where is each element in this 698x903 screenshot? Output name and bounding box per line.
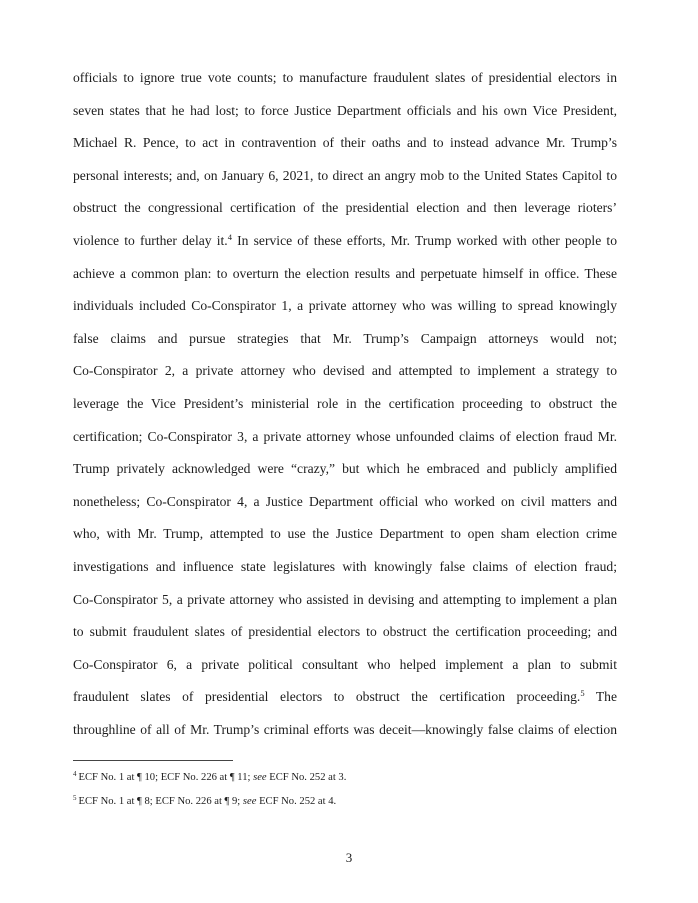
text-line: Co-Conspirator 2, a private attorney who devised and attempted to implement a strategy to bbox=[73, 363, 617, 379]
text-line: false claims and pursue strategies that Mr. Trump’s Campaign attorneys would not; bbox=[73, 330, 617, 346]
text-line: individuals included Co-Conspirator 1, a private attorney who was willing to spread knowingly bbox=[73, 298, 617, 314]
text-line: officials to ignore true vote counts; to manufacture fraudulent slates of presidential electors in bbox=[73, 70, 617, 85]
footnote bbox=[73, 790, 617, 814]
text-line: to submit fraudulent slates of presidential electors to obstruct the certification proceeding; and bbox=[73, 624, 617, 640]
text-line: Trump privately acknowledged were “crazy,” but which he embraced and publicly amplified bbox=[73, 461, 617, 477]
text-line: Co-Conspirator 6, a private political consultant who helped implement a plan to submit bbox=[73, 656, 617, 672]
text-line bbox=[73, 225, 617, 258]
footnote-ref[interactable]: 4 bbox=[227, 231, 232, 242]
text-line: certification; Co-Conspirator 3, a private attorney whose unfounded claims of election fraud Mr. bbox=[73, 428, 617, 444]
text-line bbox=[73, 681, 617, 714]
footnote bbox=[73, 766, 617, 790]
footnote-number: 4 bbox=[73, 770, 77, 778]
text-line: personal interests; and, on January 6, 2021, to direct an angry mob to the United States Capitol to bbox=[73, 167, 617, 183]
footnote-text: ECF No. 252 at 3. bbox=[266, 772, 347, 783]
footnote-text: ECF No. 252 at 4. bbox=[256, 796, 337, 807]
text-line: leverage the Vice President’s ministerial role in the certification proceeding to obstruct the bbox=[73, 395, 617, 411]
text-segment: In service of these efforts, Mr. Trump worked with other people to bbox=[237, 232, 617, 248]
page-number: 3 bbox=[345, 850, 353, 865]
citation-signal: see bbox=[253, 772, 267, 783]
footnote-text: ECF No. 1 at ¶ 8; ECF No. 226 at ¶ 9; bbox=[78, 796, 243, 807]
footnote-text: ECF No. 1 at ¶ 10; ECF No. 226 at ¶ 11; bbox=[78, 772, 254, 783]
text-segment: The bbox=[595, 689, 617, 705]
text-line: Co-Conspirator 5, a private attorney who assisted in devising and attempting to implement a plan bbox=[73, 591, 617, 607]
text-segment: fraudulent slates of presidential electors to obstruct the certification proceeding. bbox=[73, 689, 581, 705]
footnote-separator bbox=[73, 760, 233, 761]
text-line: seven states that he had lost; to force Justice Department officials and his own Vice President, bbox=[73, 102, 617, 118]
footnotes bbox=[73, 766, 617, 814]
text-line: investigations and influence state legislatures with knowingly false claims of election fraud; bbox=[73, 558, 617, 574]
text-line: obstruct the congressional certification of the presidential election and then leverage rioters’ bbox=[73, 200, 617, 216]
text-segment: violence to further delay it. bbox=[73, 232, 228, 248]
footnote-ref[interactable]: 5 bbox=[580, 688, 585, 699]
citation-signal: see bbox=[242, 796, 257, 807]
text-line: achieve a common plan: to overturn the election results and perpetuate himself in office. These bbox=[73, 265, 617, 281]
text-line: nonetheless; Co-Conspirator 4, a Justice Department official who worked on civil matters and bbox=[73, 493, 617, 509]
footnote-number: 5 bbox=[73, 794, 77, 802]
text-line: Michael R. Pence, to act in contravention of their oaths and to instead advance Mr. Trump’s bbox=[73, 135, 617, 151]
text-line: throughline of all of Mr. Trump’s criminal efforts was deceit—knowingly false claims of election bbox=[73, 721, 617, 737]
body-paragraph bbox=[73, 62, 617, 746]
text-line: who, with Mr. Trump, attempted to use the Justice Department to open sham election crime bbox=[73, 526, 617, 542]
